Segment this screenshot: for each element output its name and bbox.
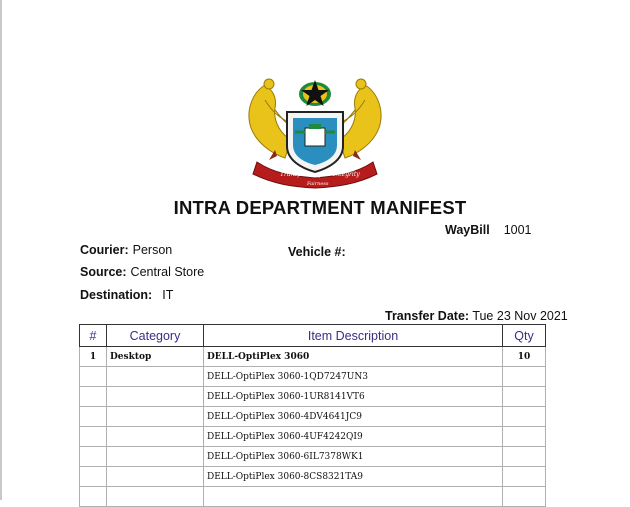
row-description: DELL-OptiPlex 3060-8CS8321TA9 [204,467,503,487]
row-num [80,427,107,447]
row-qty [503,447,546,467]
table-row [80,427,546,447]
table-row [80,447,546,467]
table-row [80,487,546,507]
row-num [80,387,107,407]
table-row [80,347,546,367]
waybill-field [445,223,532,237]
coat-of-arms-emblem [235,70,395,190]
row-num [80,407,107,427]
svg-text:Transparency: Transparency [280,171,322,178]
row-category [107,407,204,427]
manifest-table [79,324,546,507]
column-header-qty: Qty [503,325,546,347]
row-num [80,447,107,467]
column-header-description: Item Description [204,325,503,347]
row-num [80,367,107,387]
table-row [80,387,546,407]
row-description [204,487,503,507]
table-row [80,467,546,487]
row-num [80,467,107,487]
row-category [107,467,204,487]
column-header-num: # [80,325,107,347]
row-description: DELL-OptiPlex 3060-4DV4641JC9 [204,407,503,427]
transfer-date-label: Transfer Date: [385,309,470,323]
vehicle-field [288,245,350,259]
destination-label: Destination: [80,288,153,302]
row-category [107,367,204,387]
row-qty [503,367,546,387]
courier-label: Courier: [80,243,129,257]
transfer-date-value: Tue 23 Nov 2021 [472,309,568,323]
row-category: Desktop [107,347,204,367]
row-category [107,427,204,447]
shield-icon [287,112,343,172]
source-field [80,265,204,279]
waybill-label: WayBill [445,223,490,237]
table-row [80,367,546,387]
row-description: DELL-OptiPlex 3060-6IL7378WK1 [204,447,503,467]
row-description: DELL-OptiPlex 3060 [204,347,503,367]
row-num [80,487,107,507]
black-star-icon [299,80,331,106]
destination-value: IT [162,288,174,302]
row-category [107,447,204,467]
row-description: DELL-OptiPlex 3060-1QD7247UN3 [204,367,503,387]
svg-text:Integrity: Integrity [333,171,360,178]
transfer-date-field [385,309,568,323]
courier-field [80,243,172,257]
source-label: Source: [80,265,127,279]
row-description: DELL-OptiPlex 3060-1UR8141VT6 [204,387,503,407]
row-num: 1 [80,347,107,367]
row-qty [503,427,546,447]
row-qty [503,387,546,407]
source-value: Central Store [130,265,205,279]
table-header-row [80,325,546,347]
row-description: DELL-OptiPlex 3060-4UF4242QI9 [204,427,503,447]
vehicle-label: Vehicle #: [288,245,346,259]
row-category [107,487,204,507]
row-qty [503,407,546,427]
page-edge [0,0,2,500]
row-category [107,387,204,407]
row-qty: 10 [503,347,546,367]
row-qty [503,467,546,487]
waybill-value: 1001 [503,223,532,237]
courier-value: Person [132,243,173,257]
column-header-category: Category [107,325,204,347]
document-title: INTRA DEPARTMENT MANIFEST [173,197,467,218]
row-qty [503,487,546,507]
table-row [80,407,546,427]
svg-text:Fairness: Fairness [307,181,329,187]
destination-field [80,288,173,302]
